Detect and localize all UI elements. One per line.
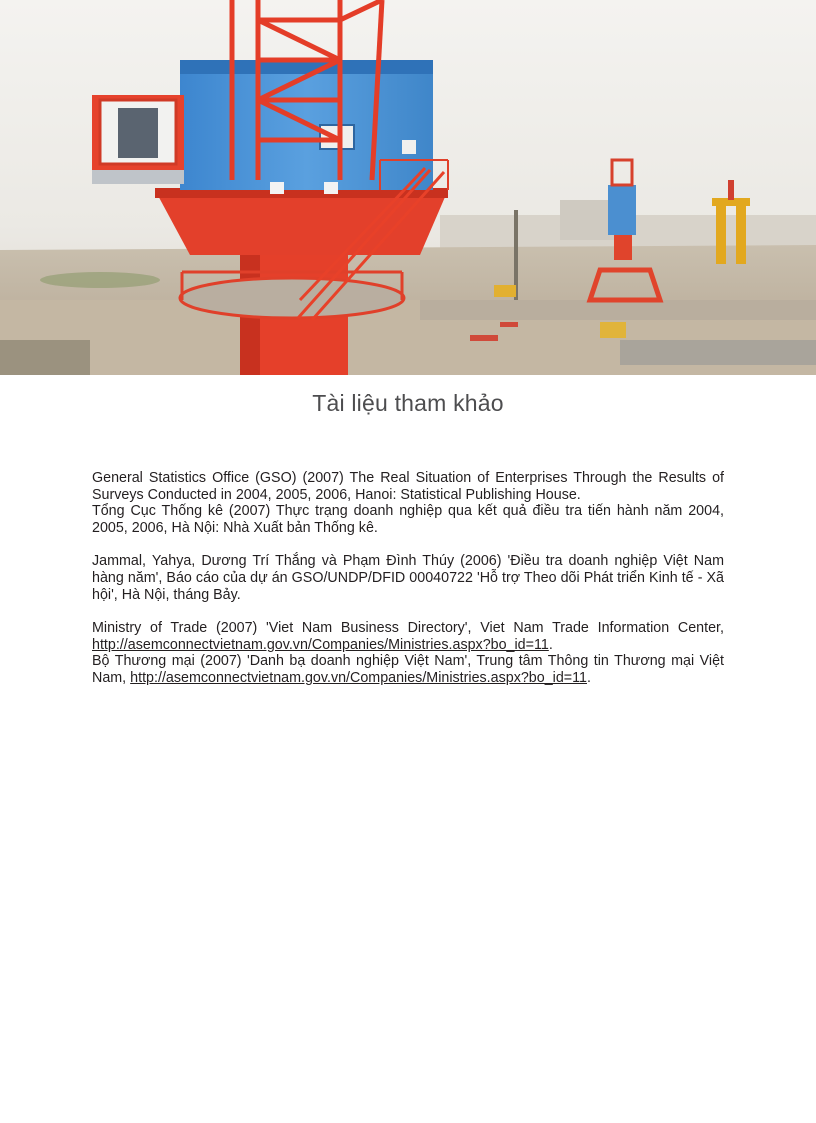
reference-text: Bộ Thương mại (2007) 'Danh bạ doanh nghiệp Việt Nam', Trung tâm Thông tin Thương mại Việt Nam, bbox=[92, 653, 724, 686]
reference-item bbox=[92, 620, 724, 686]
reference-vietnamese: Jammal, Yahya, Dương Trí Thắng và Phạm Đình Thúy (2006) 'Điều tra doanh nghiệp Việt Nam hàng năm', Báo cáo của dự án GSO/UNDP/DFID 00040722 'Hỗ trợ Theo dõi Phát triển Kinh tế - Xã hội', Hà Nội, tháng Bảy. bbox=[92, 553, 724, 603]
reference-english: General Statistics Office (GSO) (2007) The Real Situation of Enterprises Through the Results of Surveys Conducted in 2004, 2005, 2006, Hanoi: Statistical Publishing House. bbox=[92, 470, 724, 503]
reference-vietnamese: Tổng Cục Thống kê (2007) Thực trạng doanh nghiệp qua kết quả điều tra tiến hành năm 2004, 2005, 2006, Hà Nội: Nhà Xuất bản Thống kê. bbox=[92, 503, 724, 536]
reference-item bbox=[92, 470, 724, 536]
reference-english bbox=[92, 620, 724, 653]
reference-item bbox=[92, 553, 724, 603]
reference-vietnamese bbox=[92, 653, 724, 686]
reference-link[interactable]: http://asemconnectvietnam.gov.vn/Companies/Ministries.aspx?bo_id=11 bbox=[92, 636, 549, 653]
reference-text: Ministry of Trade (2007) 'Viet Nam Business Directory', Viet Nam Trade Information Center, bbox=[92, 620, 724, 637]
period: . bbox=[548, 636, 553, 653]
reference-link[interactable]: http://asemconnectvietnam.gov.vn/Companies/Ministries.aspx?bo_id=11 bbox=[130, 669, 587, 686]
crane-photo-icon bbox=[0, 0, 816, 375]
reference-list bbox=[92, 470, 724, 704]
page-title: Tài liệu tham khảo bbox=[312, 390, 504, 416]
period: . bbox=[586, 669, 591, 686]
banner-photo bbox=[0, 0, 816, 375]
